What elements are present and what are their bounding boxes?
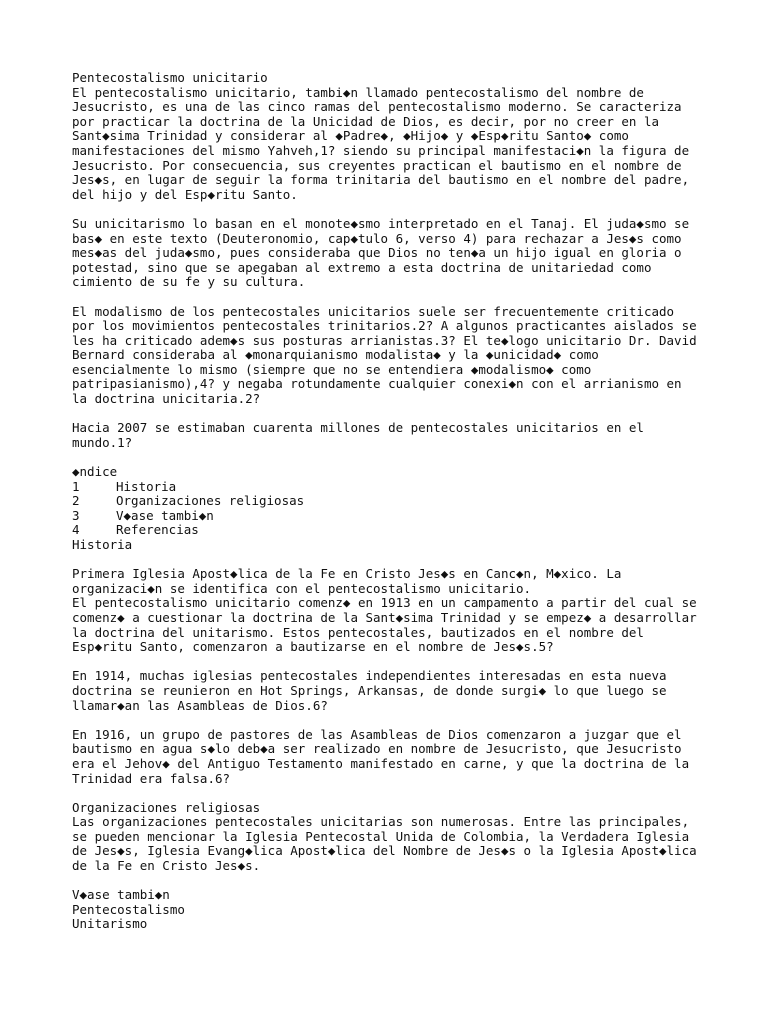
text-line: del hijo y del Esp◆ritu Santo. (72, 186, 298, 202)
text-line: Su unicitarismo lo basan en el monote◆smo interpretado en el Tanaj. El juda◆smo se (72, 215, 690, 231)
text-line: llamar◆an las Asambleas de Dios.6? (72, 697, 328, 713)
toc-number: 4 (72, 522, 80, 538)
text-line: por los movimientos pentecostales trinitarios.2? A algunos practicantes aislados se (72, 318, 697, 334)
paragraph-gap (72, 655, 732, 670)
paragraph-gap (72, 553, 732, 568)
text-line: Sant◆sima Trinidad y considerar al ◆Padre◆, ◆Hijo◆ y ◆Esp◆ritu Santo◆ como (72, 128, 629, 144)
list-item: Pentecostalismo (72, 901, 185, 917)
text-line: por practicar la doctrina de la Unicidad de Dios, es decir, por no creer en la (72, 113, 659, 129)
text-line: En 1914, muchas iglesias pentecostales independientes interesadas en esta nueva (72, 668, 667, 684)
toc-label: Organizaciones religiosas (116, 493, 305, 509)
text-line: Jesucristo. Por consecuencia, sus creyentes practican el bautismo en el nombre de (72, 157, 682, 173)
paragraph-gap (72, 290, 732, 305)
historia-paragraph-1 (72, 567, 732, 655)
section-heading-vease: V◆ase tambi◆n (72, 887, 170, 903)
modalismo-paragraph (72, 305, 732, 407)
section-heading-organizaciones: Organizaciones religiosas (72, 799, 261, 815)
paragraph-gap (72, 407, 732, 422)
text-line: comenz◆ a cuestionar la doctrina de la Sant◆sima Trinidad y se empez◆ a desarrollar (72, 609, 697, 625)
text-line: bautismo en agua s◆lo deb◆a ser realizado en nombre de Jesucristo, que Jesucristo (72, 741, 682, 757)
text-line: Primera Iglesia Apost◆lica de la Fe en Cristo Jes◆s en Canc◆n, M◆xico. La (72, 566, 622, 582)
toc-number: 2 (72, 493, 80, 509)
text-line: manifestaciones del mismo Yahveh,1? siendo su principal manifestaci◆n la figura de (72, 142, 690, 158)
text-line: se pueden mencionar la Iglesia Pentecostal Unida de Colombia, la Verdadera Iglesia (72, 828, 690, 844)
table-of-contents (72, 465, 732, 538)
text-line: bas◆ en este texto (Deuteronomio, cap◆tulo 6, verso 4) para rechazar a Jes◆s como (72, 230, 682, 246)
text-line: El pentecostalismo unicitario, tambi◆n llamado pentecostalismo del nombre de (72, 84, 644, 100)
paragraph-gap (72, 874, 732, 889)
text-line: organizaci◆n se identifica con el pentecostalismo unicitario. (72, 580, 532, 596)
text-line: Jes◆s, en lugar de seguir la forma trinitaria del bautismo en el nombre del padre, (72, 172, 690, 188)
paragraph-gap (72, 202, 732, 217)
toc-heading: ◆ndice (72, 464, 118, 480)
text-line: de Jes◆s, Iglesia Evang◆lica Apost◆lica del Nombre de Jes◆s o la Iglesia Apost◆lica (72, 843, 697, 859)
text-line: potestad, sino que se apegaban al extremo a esta doctrina de unitariedad como (72, 259, 652, 275)
section-heading-historia: Historia (72, 537, 133, 552)
toc-item (72, 509, 732, 524)
toc-item (72, 494, 732, 509)
toc-label: Referencias (116, 522, 199, 538)
text-line: El pentecostalismo unicitario comenz◆ en 1913 en un campamento a partir del cual se (72, 595, 697, 611)
text-line: Jesucristo, es una de las cinco ramas del pentecostalismo moderno. Se caracteriza (72, 99, 682, 115)
text-line: era el Jehov◆ del Antiguo Testamento manifestado en carne, y que la doctrina de la (72, 755, 690, 771)
text-line: El modalismo de los pentecostales unicitarios suele ser frecuentemente criticado (72, 303, 675, 319)
historia-paragraph-2 (72, 669, 732, 713)
text-line: mundo.1? (72, 434, 133, 450)
intro-paragraph (72, 86, 732, 203)
text-line: Hacia 2007 se estimaban cuarenta millones de pentecostales unicitarios en el (72, 420, 644, 436)
toc-item (72, 523, 732, 538)
text-line: de la Fe en Cristo Jes◆s. (72, 858, 261, 874)
estimate-paragraph (72, 421, 732, 450)
historia-paragraph-3 (72, 728, 732, 786)
toc-item (72, 480, 732, 495)
paragraph-gap (72, 786, 732, 801)
unicitarismo-paragraph (72, 217, 732, 290)
text-line: Trinidad era falsa.6? (72, 770, 231, 786)
text-line: Bernard consideraba al ◆monarquianismo modalista◆ y la ◆unicidad◆ como (72, 347, 599, 363)
toc-number: 3 (72, 507, 80, 523)
toc-number: 1 (72, 478, 80, 494)
text-line: Esp◆ritu Santo, comenzaron a bautizarse en el nombre de Jes◆s.5? (72, 639, 554, 655)
paragraph-gap (72, 713, 732, 728)
text-line: la doctrina unicitaria.2? (72, 391, 261, 407)
list-item: Unitarismo (72, 916, 148, 932)
text-line: esencialmente lo mismo (siempre que no se entendiera ◆modalismo◆ como (72, 361, 592, 377)
organizaciones-paragraph (72, 815, 732, 873)
text-line: patripasianismo),4? y negaba rotundamente cualquier conexi◆n con el arrianismo en (72, 376, 682, 392)
text-line: la doctrina del unitarismo. Estos pentecostales, bautizados en el nombre del (72, 624, 644, 640)
vease-list (72, 903, 732, 932)
document-body (72, 71, 732, 932)
toc-label: V◆ase tambi◆n (116, 507, 214, 523)
text-line: les ha criticado adem◆s sus posturas arrianistas.3? El te◆logo unicitario Dr. David (72, 332, 697, 348)
text-line: mes◆as del juda◆smo, pues consideraba que Dios no ten◆a un hijo igual en gloria o (72, 245, 682, 261)
text-line: cimiento de su fe y su cultura. (72, 274, 306, 290)
text-line: Las organizaciones pentecostales unicitarias son numerosas. Entre las principales, (72, 814, 690, 830)
text-line: doctrina se reunieron en Hot Springs, Arkansas, de donde surgi◆ lo que luego se (72, 682, 667, 698)
document-title: Pentecostalismo unicitario (72, 70, 268, 85)
text-line: En 1916, un grupo de pastores de las Asambleas de Dios comenzaron a juzgar que el (72, 726, 682, 742)
paragraph-gap (72, 450, 732, 465)
toc-label: Historia (116, 478, 177, 494)
